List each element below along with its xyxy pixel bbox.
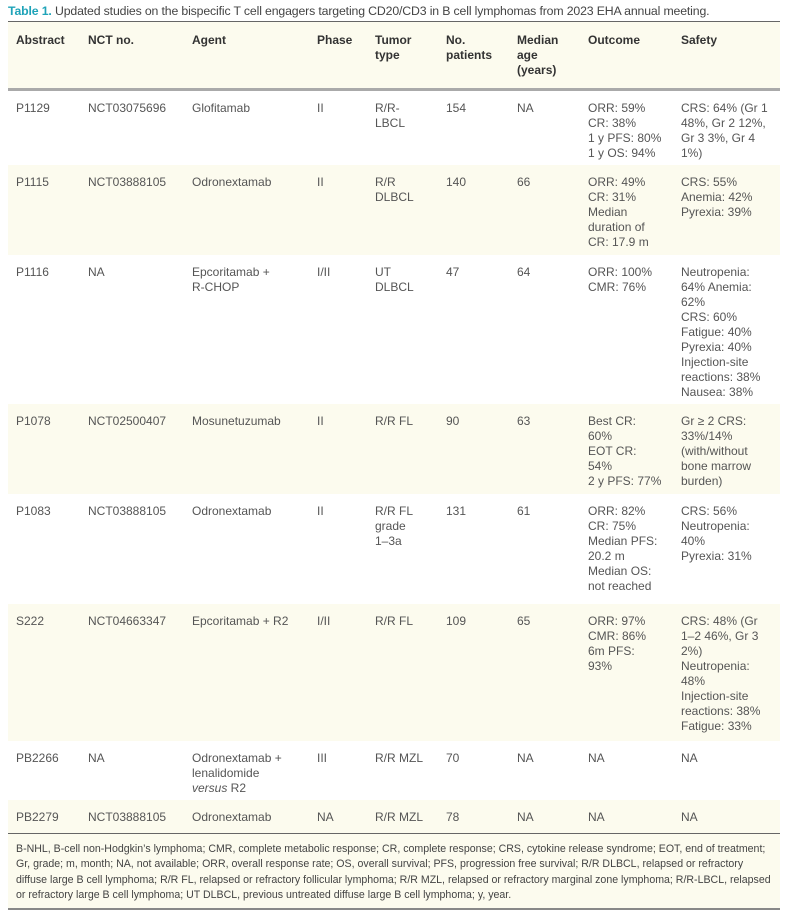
studies-table (8, 21, 780, 834)
header-safety: Safety (681, 33, 718, 47)
cell-tumor (367, 741, 438, 800)
header-phase: Phase (317, 33, 353, 47)
cell-text: 140 (446, 175, 467, 189)
cell-agent (184, 404, 309, 494)
cell-abstract (8, 494, 80, 604)
cell-outcome (580, 165, 673, 255)
cell-text: II (317, 504, 324, 518)
cell-tumor (367, 165, 438, 255)
cell-text: NCT04663347 (88, 614, 167, 628)
cell-text: Odronextamab (192, 810, 272, 824)
cell-text: NA (317, 810, 334, 824)
cell-text: R/R MZL (375, 810, 423, 824)
cell-outcome (580, 494, 673, 604)
cell-agent (184, 604, 309, 741)
cell-text: P1115 (16, 175, 49, 189)
cell-patients (438, 741, 509, 800)
cell-age (509, 494, 580, 604)
cell-text: 47 (446, 265, 460, 279)
cell-text: 65 (517, 614, 531, 628)
header-patients: No. patients (446, 33, 493, 62)
cell-outcome (580, 604, 673, 741)
cell-abstract (8, 404, 80, 494)
cell-text: CRS: 48% (Gr 1–2 46%, Gr 3 2%) Neutropenia: 48% Injection-site reactions: 38% Fatigue: 33% (681, 614, 761, 733)
cell-text: R/R FL grade 1–3a (375, 504, 414, 548)
cell-text: R/R FL (375, 414, 414, 428)
cell-safety (673, 165, 780, 255)
cell-text: PB2279 (16, 810, 59, 824)
cell-text: 64 (517, 265, 531, 279)
cell-patients (438, 494, 509, 604)
cell-text: Gr ≥ 2 CRS: 33%/14% (with/without bone marrow burden) (681, 414, 752, 488)
cell-age (509, 741, 580, 800)
cell-text: UT DLBCL (375, 265, 414, 294)
cell-text: NA (517, 751, 534, 765)
cell-text: CRS: 56% Neutropenia: 40% Pyrexia: 31% (681, 504, 752, 563)
cell-tumor (367, 800, 438, 833)
cell-abstract (8, 165, 80, 255)
cell-agent (184, 165, 309, 255)
table-row (8, 404, 780, 494)
cell-tumor (367, 255, 438, 404)
cell-outcome (580, 741, 673, 800)
cell-safety (673, 494, 780, 604)
cell-phase (309, 800, 367, 833)
cell-text: NA (588, 751, 605, 765)
cell-text: Odronextamab (192, 175, 272, 189)
cell-text: Mosunetuzumab (192, 414, 281, 428)
table-row (8, 741, 780, 800)
cell-tumor (367, 604, 438, 741)
cell-text: NCT03075696 (88, 101, 167, 115)
cell-text: CRS: 55% Anemia: 42% Pyrexia: 39% (681, 175, 753, 219)
table-row (8, 494, 780, 604)
cell-abstract (8, 741, 80, 800)
header-tumor-type: Tumor type (375, 33, 412, 62)
cell-nct (80, 741, 184, 800)
cell-patients (438, 800, 509, 833)
cell-phase (309, 741, 367, 800)
cell-tumor (367, 90, 438, 166)
cell-outcome (580, 404, 673, 494)
cell-outcome (580, 800, 673, 833)
table-row (8, 800, 780, 833)
cell-age (509, 404, 580, 494)
cell-text: CRS: 64% (Gr 1 48%, Gr 2 12%, Gr 3 3%, Gr 4 1%) (681, 101, 768, 160)
cell-nct (80, 90, 184, 166)
cell-text: ORR: 100% CMR: 76% (588, 265, 653, 294)
cell-patients (438, 90, 509, 166)
cell-text: ORR: 82% CR: 75% Median PFS: 20.2 m Median OS: not reached (588, 504, 658, 593)
table-footnote: B-NHL, B-cell non-Hodgkin’s lymphoma; CMR, complete metabolic response; CR, complete response; CRS, cytokine release syndrome; EOT, end of treatment; Gr, grade; m, month; NA, not available; ORR, overall response rate; OS, overall survival; PFS, progression free survival; R/R DLBCL, relapsed or refractory diffuse large B cell lymphoma; R/R FL, relapsed or refractory follicular lymphoma; R/R MZL, relapsed or refractory marginal zone lymphoma; R/R-LBCL, relapsed or refractory large B cell lymphoma; UT DLBCL, previous untreated diffuse large B cell lymphoma; y, year. (8, 834, 780, 910)
table-caption (8, 4, 709, 18)
cell-text: NA (88, 265, 105, 279)
table-row (8, 90, 780, 166)
table-row (8, 255, 780, 404)
cell-text: Best CR: 60% EOT CR: 54% 2 y PFS: 77% (588, 414, 662, 488)
cell-text: R2 (227, 781, 247, 795)
cell-agent (184, 800, 309, 833)
cell-text: ORR: 59% CR: 38% 1 y PFS: 80% 1 y OS: 94% (588, 101, 662, 160)
cell-patients (438, 165, 509, 255)
cell-text: NCT03888105 (88, 810, 167, 824)
table-row (8, 165, 780, 255)
cell-text: I/II (317, 265, 331, 279)
cell-abstract (8, 255, 80, 404)
cell-text: Neutropenia: 64% Anemia: 62% CRS: 60% Fatigue: 40% Pyrexia: 40% Injection-site reactions: 38% Nausea: 38% (681, 265, 761, 399)
header-nct: NCT no. (88, 33, 134, 47)
cell-text: R/R DLBCL (375, 175, 414, 204)
cell-safety (673, 741, 780, 800)
cell-text: P1083 (16, 504, 51, 518)
cell-outcome (580, 90, 673, 166)
cell-text: R/R MZL (375, 751, 423, 765)
cell-text: NCT03888105 (88, 175, 167, 189)
cell-text: S222 (16, 614, 45, 628)
header-agent: Agent (192, 33, 226, 47)
cell-text: ORR: 49% CR: 31% Median duration of CR: 17.9 m (588, 175, 649, 249)
cell-text: III (317, 751, 328, 765)
header-abstract: Abstract (16, 33, 65, 47)
cell-text: II (317, 414, 324, 428)
cell-tumor (367, 494, 438, 604)
cell-nct (80, 604, 184, 741)
cell-text: NCT03888105 (88, 504, 167, 518)
cell-text: 70 (446, 751, 460, 765)
cell-text: 154 (446, 101, 467, 115)
cell-age (509, 255, 580, 404)
cell-text: NA (681, 751, 698, 765)
cell-text: NA (517, 810, 534, 824)
header-outcome: Outcome (588, 33, 641, 47)
cell-nct (80, 255, 184, 404)
cell-agent (184, 494, 309, 604)
cell-phase (309, 404, 367, 494)
cell-text: NA (517, 101, 534, 115)
cell-text: NCT02500407 (88, 414, 167, 428)
cell-text: 109 (446, 614, 467, 628)
cell-text: 61 (517, 504, 531, 518)
cell-text: P1078 (16, 414, 51, 428)
table-row (8, 604, 780, 741)
cell-nct (80, 800, 184, 833)
cell-phase (309, 255, 367, 404)
cell-agent (184, 90, 309, 166)
cell-text: PB2266 (16, 751, 59, 765)
cell-text: 78 (446, 810, 460, 824)
cell-phase (309, 165, 367, 255)
cell-text: R/R FL (375, 614, 414, 628)
cell-text: Epcoritamab + R-CHOP (192, 265, 270, 294)
caption-text: Updated studies on the bispecific T cell engagers targeting CD20/CD3 in B cell lymphomas from 2023 EHA annual meeting. (54, 4, 710, 18)
cell-outcome (580, 255, 673, 404)
table-container (8, 21, 780, 910)
table-label: Table 1. (8, 4, 52, 18)
cell-tumor (367, 404, 438, 494)
cell-nct (80, 404, 184, 494)
cell-nct (80, 494, 184, 604)
cell-text: Odronextamab (192, 504, 272, 518)
cell-text: I/II (317, 614, 331, 628)
cell-phase (309, 604, 367, 741)
cell-abstract (8, 90, 80, 166)
cell-phase (309, 90, 367, 166)
cell-text: NA (88, 751, 105, 765)
cell-text: II (317, 101, 324, 115)
cell-text: ORR: 97% CMR: 86% 6m PFS: 93% (588, 614, 647, 673)
cell-agent (184, 741, 309, 800)
cell-text: Odronextamab + lenalidomide (192, 751, 282, 780)
cell-text: Epcoritamab + R2 (192, 614, 289, 628)
cell-text: 63 (517, 414, 531, 428)
cell-text: 90 (446, 414, 460, 428)
cell-safety (673, 255, 780, 404)
cell-age (509, 604, 580, 741)
cell-patients (438, 255, 509, 404)
cell-text: NA (681, 810, 698, 824)
header-row (8, 22, 780, 90)
cell-patients (438, 404, 509, 494)
cell-text: NA (588, 810, 605, 824)
cell-safety (673, 90, 780, 166)
cell-text-italic: versus (192, 781, 228, 795)
cell-age (509, 90, 580, 166)
cell-nct (80, 165, 184, 255)
cell-patients (438, 604, 509, 741)
cell-text: II (317, 175, 324, 189)
cell-abstract (8, 800, 80, 833)
cell-text: 131 (446, 504, 467, 518)
cell-safety (673, 404, 780, 494)
header-median-age: Median age (years) (517, 33, 559, 77)
cell-text: 66 (517, 175, 531, 189)
cell-text: Glofitamab (192, 101, 251, 115)
cell-agent (184, 255, 309, 404)
cell-text: P1116 (16, 265, 49, 279)
cell-safety (673, 604, 780, 741)
cell-text: P1129 (16, 101, 50, 115)
cell-safety (673, 800, 780, 833)
cell-abstract (8, 604, 80, 741)
cell-phase (309, 494, 367, 604)
cell-age (509, 800, 580, 833)
cell-age (509, 165, 580, 255)
cell-text: R/R- LBCL (375, 101, 406, 130)
